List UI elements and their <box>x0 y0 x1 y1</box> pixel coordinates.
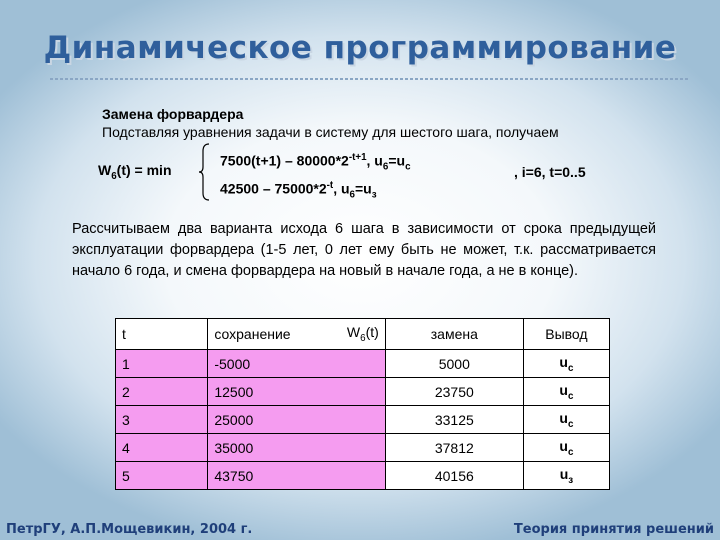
footer-course: Теория принятия решений <box>513 522 714 537</box>
explanation-paragraph: Рассчитываем два варианта исхода 6 шага в зависимости от срока предыдущей эксплуатации форвардера (1-5 лет, 0 лет ему быть не может, т.к. рассматривается начало 6 года, и смена форвардера на новый в начале года, а не в конце). <box>72 221 656 279</box>
cell-output: $u_c$ <box>523 406 609 434</box>
cell-t: 1 <box>116 350 208 378</box>
cell-output: $u_з$ <box>523 462 609 490</box>
equation-line-1: $7500(t+1) - 80000*2^{-t+1}$, $u_6=u_c$ <box>220 152 411 173</box>
table-row <box>116 462 610 490</box>
equation-line-2: $42500 - 75000*2^{-t}$, $u_6=u_з$ <box>220 180 377 201</box>
title-divider <box>50 78 690 80</box>
table-row <box>116 378 610 406</box>
cell-output: $u_c$ <box>523 378 609 406</box>
slide-title: Динамическое программирование <box>43 30 677 66</box>
cell-replace: 40156 <box>385 462 523 490</box>
header-save-w6 <box>208 319 385 350</box>
cell-save: 12500 <box>208 378 385 406</box>
cell-replace: 37812 <box>385 434 523 462</box>
cell-t: 3 <box>116 406 208 434</box>
table-header-row <box>116 319 610 350</box>
table-row <box>116 350 610 378</box>
equation-lhs: $W_6(t) = \min$ <box>98 162 172 182</box>
header-replace: замена <box>385 319 523 350</box>
cell-t: 2 <box>116 378 208 406</box>
cell-save: 43750 <box>208 462 385 490</box>
section-heading: Замена форвардера <box>102 106 244 122</box>
header-t: t <box>116 319 208 350</box>
cell-output: $u_c$ <box>523 350 609 378</box>
footer-author: ПетрГУ, А.П.Мощевикин, 2004 г. <box>6 522 253 537</box>
table-row <box>116 434 610 462</box>
intro-text: Подставляя уравнения задачи в систему для шестого шага, получаем <box>102 124 559 140</box>
cell-save: 35000 <box>208 434 385 462</box>
cell-t: 5 <box>116 462 208 490</box>
cell-replace: 23750 <box>385 378 523 406</box>
header-output: Вывод <box>523 319 609 350</box>
table-row <box>116 406 610 434</box>
equation-condition: , i=6, t=0..5 <box>514 164 586 180</box>
cell-save: -5000 <box>208 350 385 378</box>
header-w6: $W_6(t)$ <box>346 324 379 344</box>
cell-replace: 33125 <box>385 406 523 434</box>
cell-save: 25000 <box>208 406 385 434</box>
cell-replace: 5000 <box>385 350 523 378</box>
results-table <box>115 318 610 490</box>
header-save: сохранение <box>214 325 291 342</box>
cell-output: $u_c$ <box>523 434 609 462</box>
system-brace <box>198 143 210 201</box>
cell-t: 4 <box>116 434 208 462</box>
